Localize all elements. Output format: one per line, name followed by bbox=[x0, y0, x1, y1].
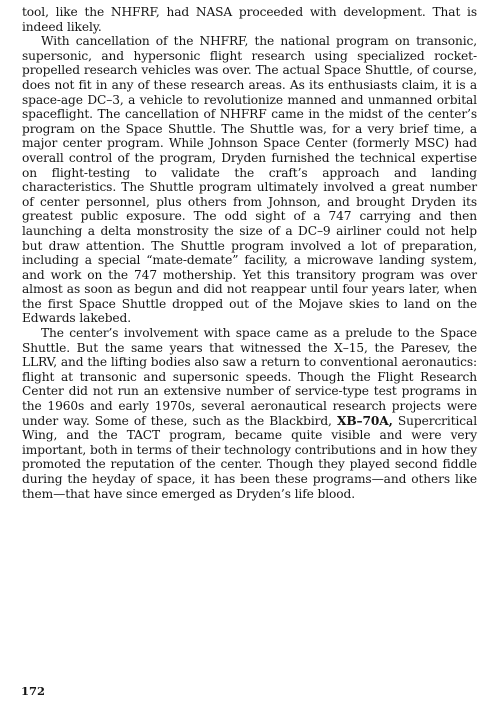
body-text bbox=[22, 5, 477, 501]
paragraph-1-text: tool, like the NHFRF, had NASA proceeded with development. That is indeed likely. bbox=[22, 5, 477, 34]
paragraph-3 bbox=[22, 326, 477, 501]
paragraph-2-text: With cancellation of the NHFRF, the national program on transonic, supersonic, and hypersonic flight research using specialized rocket-propelled research vehicles was over. The actual Space Shuttle, of course, does not fit in any of these research areas. As its enthusiasts claim, it is a space-age DC–3, a vehicle to revolutionize manned and unmanned orbital spaceflight. The cancellation of NHFRF came in the midst of the center’s program on the Space Shuttle. The Shuttle was, for a very brief time, a major center program. While Johnson Space Center (formerly MSC) had overall control of the program, Dryden furnished the technical expertise on flight-testing to validate the craft’s approach and landing characteristics. The Shuttle program ultimately involved a great number of center personnel, plus others from Johnson, and brought Dryden its greatest public exposure. The odd sight of a 747 carrying and then launching a delta monstrosity the size of a DC–9 airliner could not help but draw attention. The Shuttle program involved a lot of preparation, including a special “mate-demate” facility, a microwave landing system, and work on the 747 mothership. Yet this transitory program was over almost as soon as begun and did not reappear until four years later, when the first Space Shuttle dropped out of the Mojave skies to land on the Edwards lakebed. bbox=[22, 34, 477, 326]
paragraph-1 bbox=[22, 5, 477, 34]
paragraph-3-text-b: Supercritical Wing, and the TACT program, became quite visible and were very important, both in terms of their technology contributions and in how they promoted the reputation of the center. Though they played second fiddle during the heyday of space, it has been these programs—and others like them—that have since emerged as Dryden’s life blood. bbox=[22, 413, 477, 501]
page-number: 172 bbox=[21, 684, 46, 698]
paragraph-2 bbox=[22, 34, 477, 326]
paragraph-3-bold-term: XB–70A, bbox=[336, 413, 393, 428]
paragraph-3-text-a: The center’s involvement with space came as a prelude to the Space Shuttle. But the same years that witnessed the X–15, the Paresev, the LLRV, and the lifting bodies also saw a return to conventional aeronautics: flight at transonic and supersonic speeds. Though the Flight Research Center did not run an extensive number of service-type test programs in the 1960s and early 1970s, several aeronautical research projects were under way. Some of these, such as the Blackbird, bbox=[22, 326, 477, 428]
